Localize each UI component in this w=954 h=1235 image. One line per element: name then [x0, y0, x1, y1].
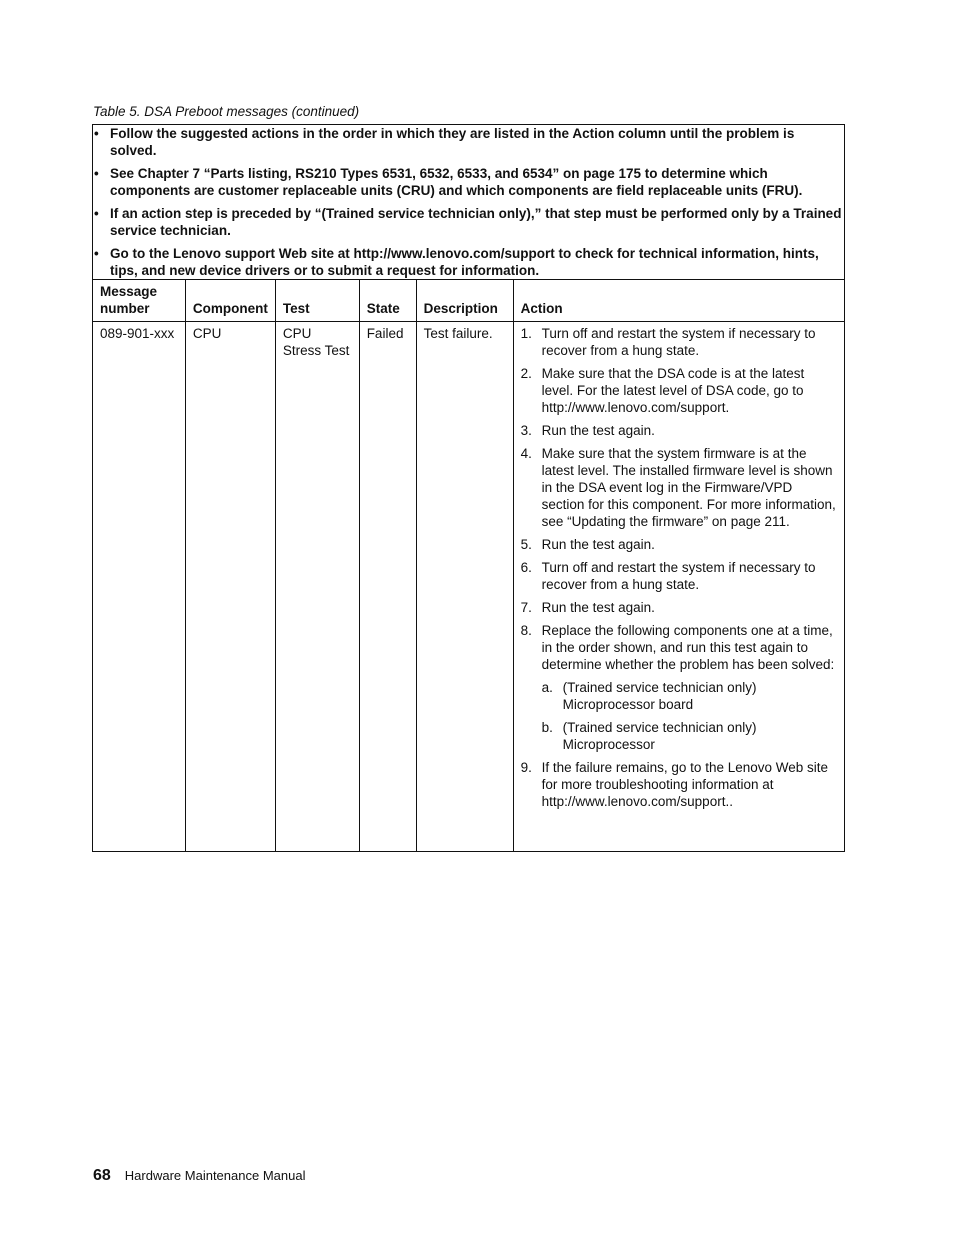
header-row	[93, 280, 845, 322]
note-item: • If an action step is preceded by “(Trained service technician only),” that step must be performed only by a Trained service technician.	[94, 206, 842, 238]
action-step: 1. Turn off and restart the system if necessary to recover from a hung state.	[520, 326, 816, 358]
header-description: Description	[416, 280, 513, 322]
header-message-number: Message number	[93, 280, 186, 322]
bullet-icon: •	[94, 166, 99, 181]
sub-action-step: a. (Trained service technician only) Microprocessor board	[541, 680, 757, 712]
action-list	[521, 325, 837, 810]
action-step: 8. Replace the following components one at a time, in the order shown, and run this test again to determine whether the problem has been solved: a. (Trained service technician only) Microprocessor board b. (Trained service technician only) Microprocessor	[521, 622, 837, 753]
action-step: 3. Run the test again.	[520, 423, 655, 438]
action-step: 6. Turn off and restart the system if necessary to recover from a hung state.	[520, 560, 816, 592]
bullet-icon: •	[94, 126, 99, 141]
sub-action-step: b. (Trained service technician only) Microprocessor	[541, 720, 757, 752]
cell-message-number: 089-901-xxx	[93, 322, 186, 852]
notes-list	[93, 125, 844, 279]
header-test: Test	[275, 280, 359, 322]
table-caption: Table 5. DSA Preboot messages (continued)	[93, 104, 360, 119]
action-step: 5. Run the test again.	[520, 537, 655, 552]
manual-title: Hardware Maintenance Manual	[124, 1168, 306, 1183]
notes-row	[93, 125, 845, 280]
action-step: 7. Run the test again.	[520, 600, 655, 615]
action-step: 4. Make sure that the system firmware is at the latest level. The installed firmware level is shown in the DSA event log in the Firmware/VPD section for this component. For more information, see “Updating the firmware” on page 211.	[520, 446, 836, 529]
cell-component: CPU	[185, 322, 275, 852]
action-step: 2. Make sure that the DSA code is at the latest level. For the latest level of DSA code, go to http://www.lenovo.com/support.	[520, 366, 805, 415]
note-item: • Go to the Lenovo support Web site at http://www.lenovo.com/support to check for technical information, hints, tips, and new device drivers or to submit a request for information.	[94, 246, 819, 278]
page-footer	[93, 1167, 305, 1185]
cell-state: Failed	[359, 322, 416, 852]
action-step: 9. If the failure remains, go to the Lenovo Web site for more troubleshooting information at http://www.lenovo.com/support..	[520, 760, 829, 809]
header-state: State	[359, 280, 416, 322]
header-action: Action	[513, 280, 844, 322]
table-row	[93, 322, 845, 852]
cell-description: Test failure.	[416, 322, 513, 852]
page-number: 68	[93, 1167, 111, 1184]
note-item: • Follow the suggested actions in the order in which they are listed in the Action column until the problem is solved.	[94, 126, 795, 158]
header-component: Component	[185, 280, 275, 322]
bullet-icon: •	[94, 206, 99, 221]
cell-action	[513, 322, 844, 852]
sub-action-list	[542, 679, 837, 753]
bullet-icon: •	[94, 246, 99, 261]
dsa-preboot-table	[92, 124, 845, 852]
note-item: • See Chapter 7 “Parts listing, RS210 Types 6531, 6532, 6533, and 6534” on page 175 to determine which components are customer replaceable units (CRU) and which components are field replaceable units (FRU).	[94, 166, 803, 198]
cell-test: CPU Stress Test	[275, 322, 359, 852]
notes-cell	[93, 125, 845, 280]
